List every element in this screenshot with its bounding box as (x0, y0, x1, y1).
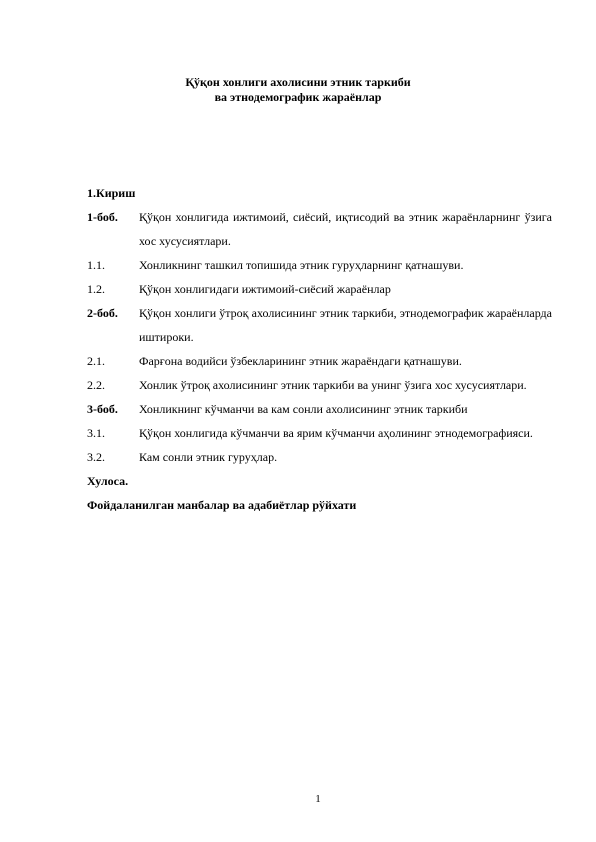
page-number: 1 (315, 793, 321, 805)
toc-item-3-2 (87, 445, 552, 469)
toc-item-number: 3.1. (87, 426, 105, 440)
toc-item-number: 1-боб. (87, 210, 118, 224)
toc-item-number: 2-боб. (87, 306, 118, 320)
toc-references: Фойдаланилган манбалар ва адабиётлар рўйхати (87, 498, 357, 512)
toc-item-number: 3.2. (87, 450, 105, 464)
toc-item-3-1 (87, 421, 552, 445)
document-title-line-2: ва этнодемографик жараёнлар (214, 90, 382, 104)
toc-item-chapter-2 (87, 301, 552, 349)
toc-item-number: 1.2. (87, 282, 105, 296)
toc-item-text: Қўқон хонлигида кўчманчи ва ярим кўчманчи аҳолининг этнодемографияси. (139, 426, 533, 440)
toc-item-chapter-3 (87, 397, 552, 421)
toc-item-text: Хонлик ўтроқ ахолисининг этник таркиби ва унинг ўзига хос хусусиятлари. (139, 378, 527, 392)
toc-item-number: 2.1. (87, 354, 105, 368)
toc-item-2-2 (87, 373, 552, 397)
toc-conclusion: Хулоса. (87, 474, 129, 488)
toc-item-1-2 (87, 277, 552, 301)
toc-item-chapter-1 (87, 205, 552, 253)
toc-intro: 1.Кириш (87, 186, 136, 200)
table-of-contents (87, 181, 552, 517)
toc-item-text: Хонликнинг кўчманчи ва кам сонли ахолисининг этник таркиби (139, 402, 468, 416)
toc-item-text: Қўқон хонлигида ижтимоий, сиёсий, иқтисодий ва этник жараёнларнинг ўзига хос хусусиятлари. (139, 210, 552, 248)
toc-item-text: Хонликнинг ташкил топишида этник гуруҳларнинг қатнашуви. (139, 258, 464, 272)
toc-item-1-1 (87, 253, 552, 277)
toc-item-text: Қўқон хонлигидаги ижтимоий-сиёсий жараёнлар (139, 282, 391, 296)
toc-item-2-1 (87, 349, 552, 373)
toc-item-number: 2.2. (87, 378, 105, 392)
document-title-line-1: Қўқон хонлиги ахолисини этник таркиби (185, 75, 411, 89)
toc-item-number: 1.1. (87, 258, 105, 272)
toc-item-text: Қўқон хонлиги ўтроқ ахолисининг этник таркиби, этнодемографик жараёнларда иштироки. (139, 306, 552, 344)
toc-item-number: 3-боб. (87, 402, 118, 416)
toc-item-text: Фарғона водийси ўзбекларининг этник жараёндаги қатнашуви. (139, 354, 462, 368)
toc-item-text: Кам сонли этник гуруҳлар. (139, 450, 278, 464)
